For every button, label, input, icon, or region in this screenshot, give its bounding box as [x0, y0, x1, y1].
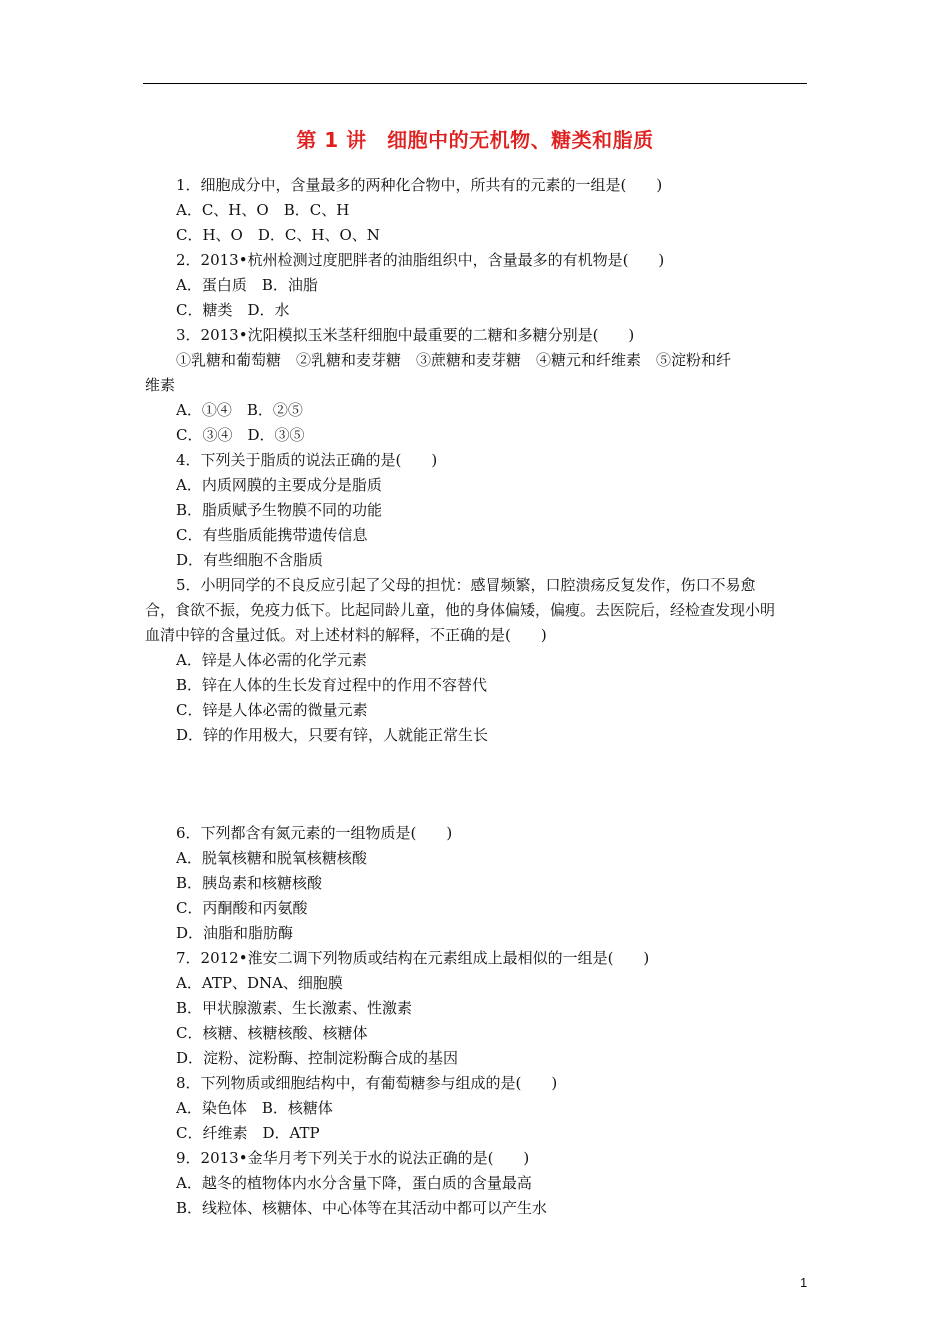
text-line: 2．2013•杭州检测过度肥胖者的油脂组织中，含量最多的有机物是( ) [176, 251, 665, 269]
text-line: A．越冬的植物体内水分含量下降，蛋白质的含量最高 [176, 1174, 532, 1192]
text-line: B．胰岛素和核糖核酸 [176, 874, 323, 892]
text-line: B．甲状腺激素、生长激素、性激素 [176, 999, 413, 1017]
text-line: 8．下列物质或细胞结构中，有葡萄糖参与组成的是( ) [176, 1074, 558, 1092]
text-line: A．内质网膜的主要成分是脂质 [176, 476, 382, 494]
text-line: D．锌的作用极大，只要有锌，人就能正常生长 [176, 726, 489, 744]
text-line: A．①④ B．②⑤ [176, 401, 303, 419]
text-line: 血清中锌的含量过低。对上述材料的解释，不正确的是( ) [145, 626, 547, 644]
text-line: D．有些细胞不含脂质 [176, 551, 324, 569]
text-line: A．ATP、DNA、细胞膜 [176, 974, 343, 992]
text-line: A．C、H、O B．C、H [176, 201, 350, 219]
text-line: 3．2013•沈阳模拟玉米茎秆细胞中最重要的二糖和多糖分别是( ) [176, 326, 635, 344]
text-line: C．③④ D．③⑤ [176, 426, 305, 444]
text-line: D．油脂和脂肪酶 [176, 924, 294, 942]
header-rule [143, 83, 807, 84]
text-line: 1．细胞成分中，含量最多的两种化合物中，所共有的元素的一组是( ) [176, 176, 663, 194]
text-line: 4．下列关于脂质的说法正确的是( ) [176, 451, 438, 469]
text-line: 合，食欲不振，免疫力低下。比起同龄儿童，他的身体偏矮，偏瘦。去医院后，经检查发现小明 [145, 601, 776, 619]
text-line: C．核糖、核糖核酸、核糖体 [176, 1024, 368, 1042]
text-line: 9．2013•金华月考下列关于水的说法正确的是( ) [176, 1149, 530, 1167]
text-line: B．锌在人体的生长发育过程中的作用不容替代 [176, 676, 488, 694]
text-line: B．线粒体、核糖体、中心体等在其活动中都可以产生水 [176, 1199, 548, 1217]
text-line: C．丙酮酸和丙氨酸 [176, 899, 308, 917]
text-line: A．脱氧核糖和脱氧核糖核酸 [176, 849, 367, 867]
text-line: 7．2012•淮安二调下列物质或结构在元素组成上最相似的一组是( ) [176, 949, 650, 967]
text-line: 6．下列都含有氮元素的一组物质是( ) [176, 824, 453, 842]
text-line: ①乳糖和葡萄糖 ②乳糖和麦芽糖 ③蔗糖和麦芽糖 ④糖元和纤维素 ⑤淀粉和纤 [176, 351, 732, 369]
text-line: A．染色体 B．核糖体 [176, 1099, 333, 1117]
text-line: A．锌是人体必需的化学元素 [176, 651, 367, 669]
text-line: C．有些脂质能携带遗传信息 [176, 526, 368, 544]
text-line: D．淀粉、淀粉酶、控制淀粉酶合成的基因 [176, 1049, 459, 1067]
text-line: B．脂质赋予生物膜不同的功能 [176, 501, 383, 519]
text-line: A．蛋白质 B．油脂 [176, 276, 318, 294]
text-line: C．纤维素 D．ATP [176, 1124, 320, 1142]
text-line: 5．小明同学的不良反应引起了父母的担忧：感冒频繁，口腔溃疡反复发作，伤口不易愈 [176, 576, 756, 594]
text-line: C．H、O D．C、H、O、N [176, 226, 380, 244]
text-line: 维素 [145, 376, 176, 394]
page-title: 第 1 讲 细胞中的无机物、糖类和脂质 [296, 128, 654, 152]
text-line: C．锌是人体必需的微量元素 [176, 701, 368, 719]
page-number: 1 [800, 1275, 808, 1290]
text-line: C．糖类 D．水 [176, 301, 290, 319]
